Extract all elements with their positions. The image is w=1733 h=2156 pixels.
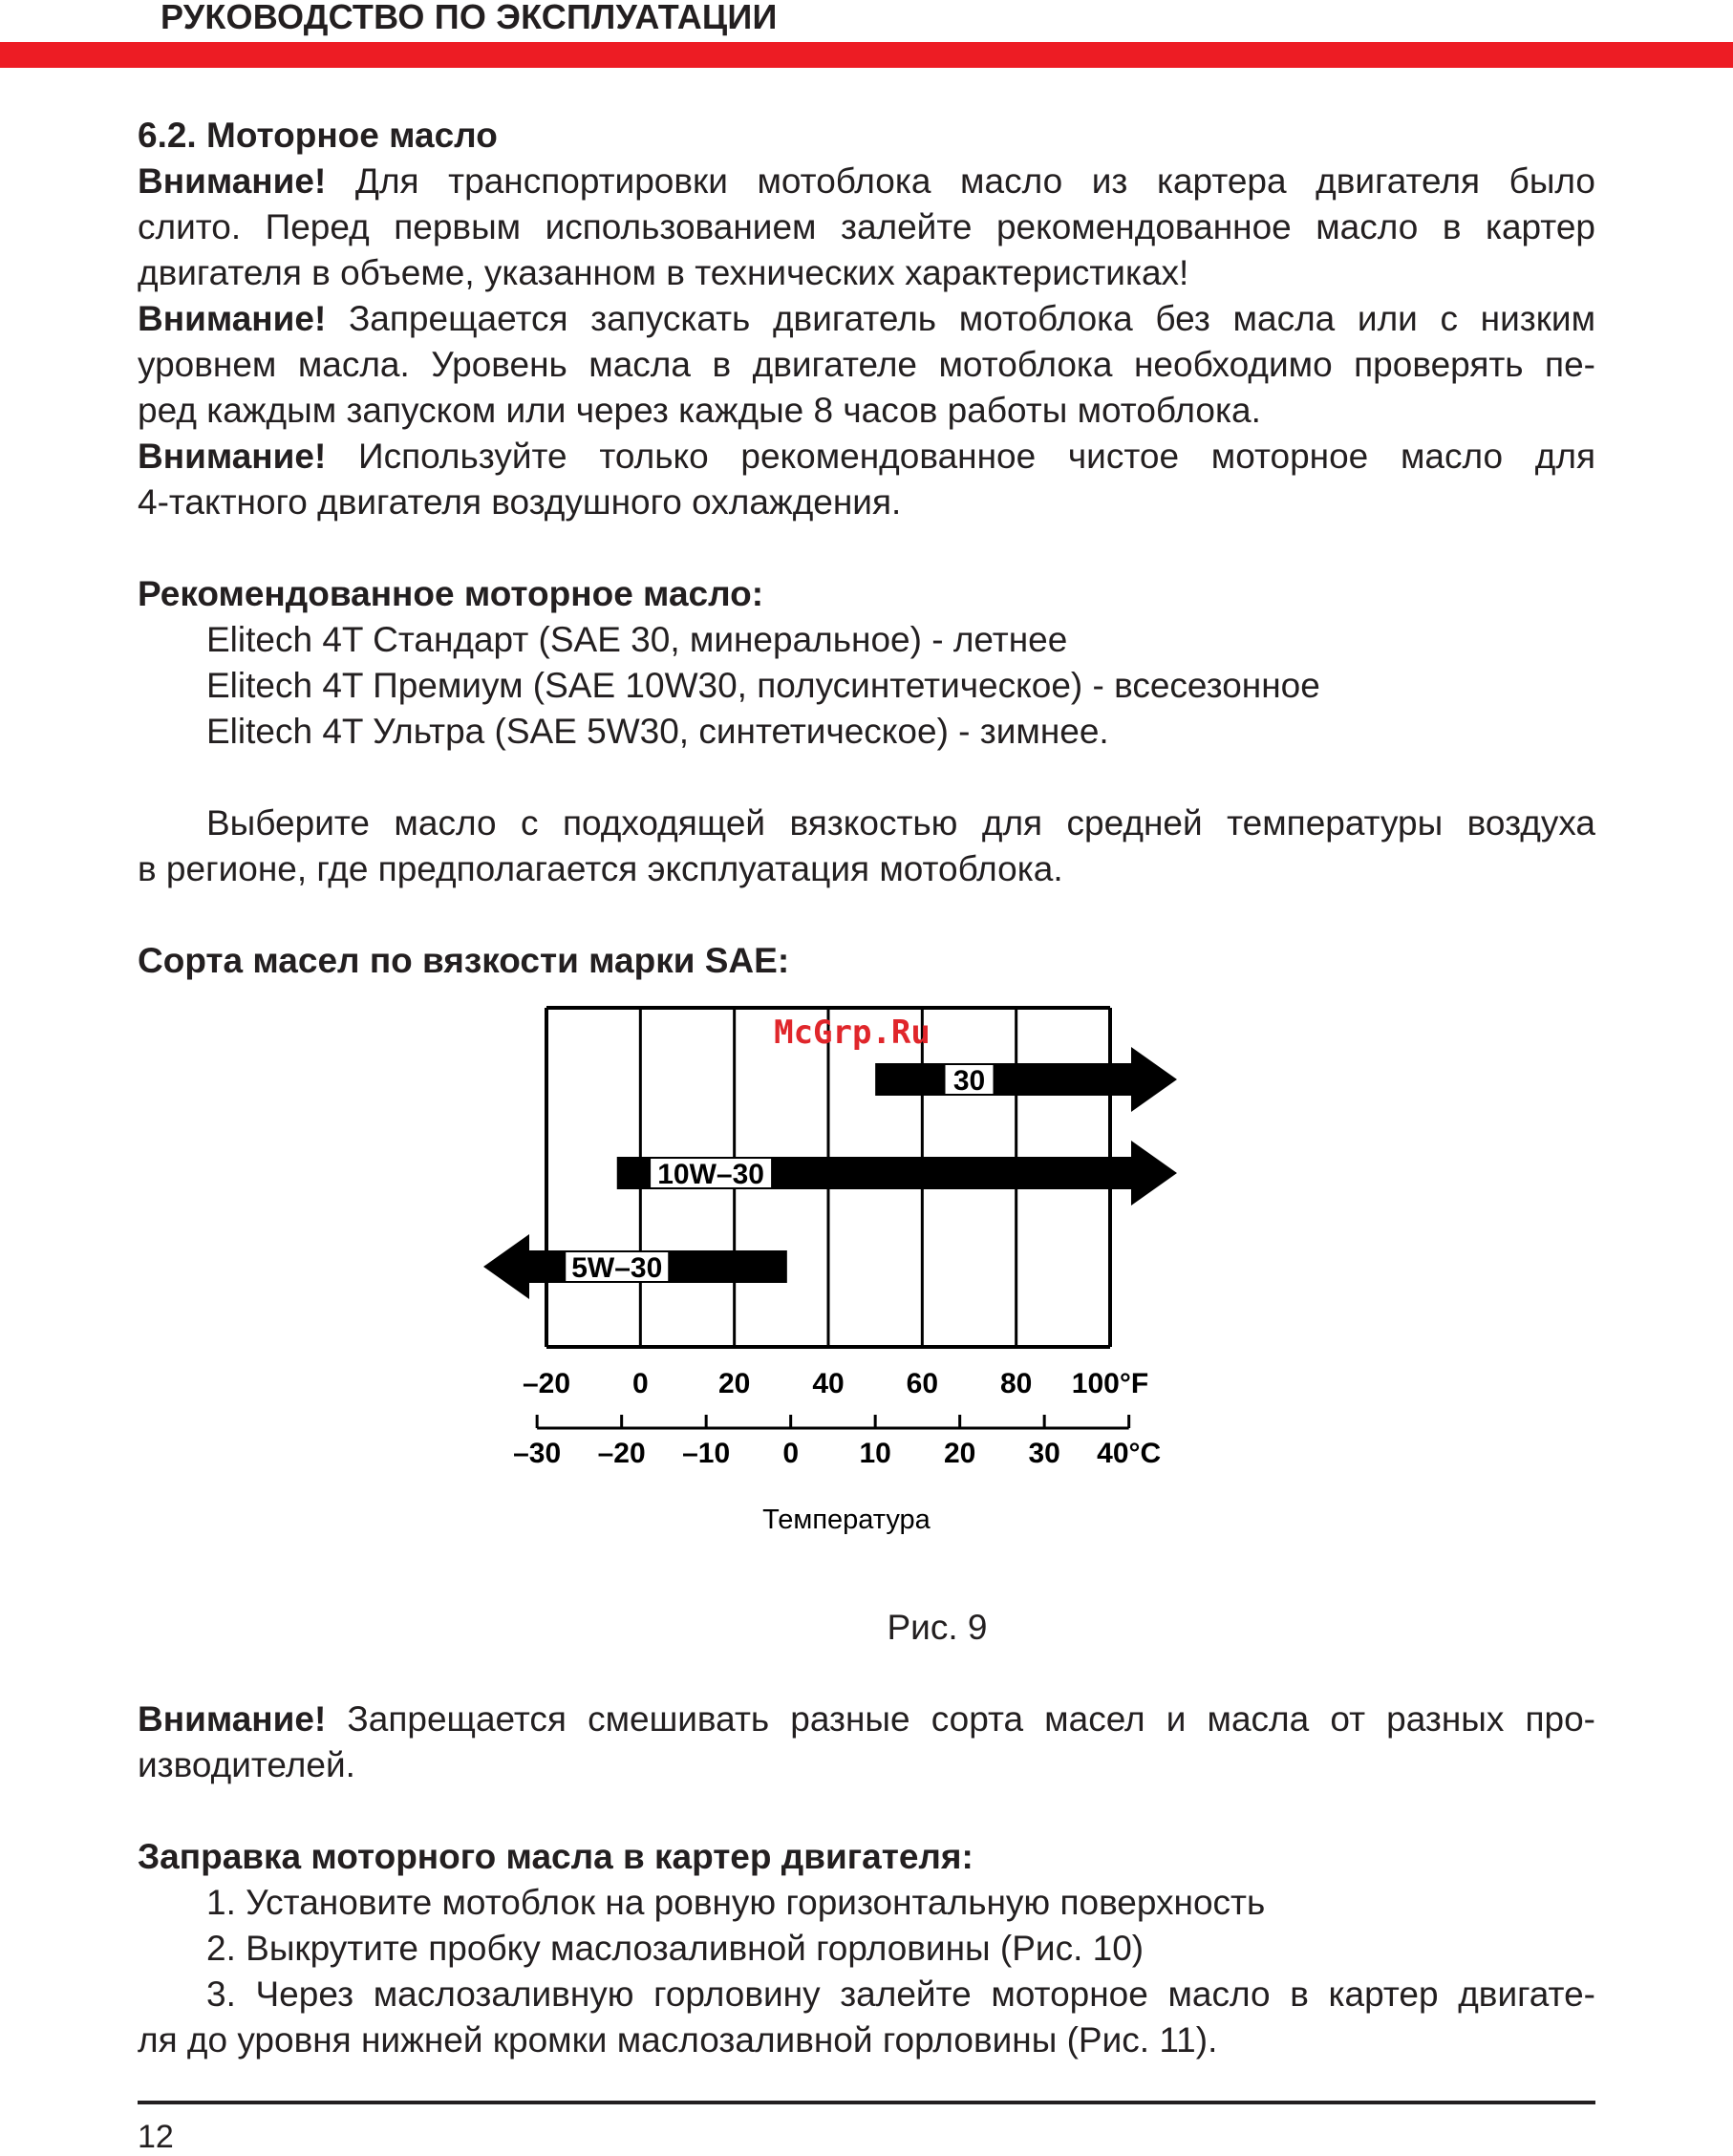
fahrenheit-tick-label: 100°F (1071, 1368, 1149, 1399)
oil-grade-label: 10W–30 (657, 1159, 764, 1190)
choose-line-1: Выберите масло с подходящей вязкостью для средней температуры воздуха (206, 803, 1595, 843)
warning-1-line-2: слито. Перед первым использованием залейте рекомендованное масло в картер (138, 207, 1595, 246)
mixing-warning-line-1 (138, 1697, 1595, 1742)
filling-step-3-line-1: 3. Через маслозаливную горловину залейте моторное масло в картер двигате- (206, 1975, 1595, 2014)
oil-grade-label: 30 (952, 1065, 986, 1097)
filling-step-3-line-2: ля до уровня нижней кромки маслозаливной горловины (Рис. 11). (138, 2020, 1218, 2060)
warning-text: Запрещается смешивать разные сорта масел и масла от разных про- (347, 1699, 1595, 1739)
fahrenheit-tick-label: 20 (717, 1368, 751, 1399)
document-header-title: РУКОВОДСТВО ПО ЭКСПЛУАТАЦИИ (160, 0, 778, 36)
footer-rule (138, 2101, 1595, 2104)
filling-step-2: 2. Выкрутите пробку маслозаливной горловины (Рис. 10) (206, 1929, 1145, 1968)
chart-svg (138, 1003, 1595, 1605)
recommended-item: Elitech 4T Ультра (SAE 5W30, синтетическое) - зимнее. (206, 712, 1109, 751)
celsius-tick-label: 0 (782, 1438, 800, 1469)
warning-label: Внимание! (138, 161, 327, 201)
warning-label: Внимание! (138, 437, 327, 476)
recommended-heading: Рекомендованное моторное масло: (138, 574, 764, 613)
figure-caption: Рис. 9 (887, 1608, 988, 1647)
warning-text: Для транспортировки мотоблока масло из картера двигателя было (354, 161, 1595, 201)
warning-2-line-3: ред каждым запуском или через каждые 8 часов работы мотоблока. (138, 391, 1261, 430)
section-heading: 6.2. Моторное масло (138, 116, 498, 155)
warning-3-line-1 (138, 434, 1595, 480)
watermark: McGrp.Ru (774, 1014, 931, 1052)
fahrenheit-tick-label: 80 (999, 1368, 1033, 1399)
warning-2-line-1 (138, 296, 1595, 342)
chart-axis-title: Температура (762, 1505, 931, 1535)
celsius-tick-label: 40°C (1097, 1438, 1162, 1469)
filling-step-1: 1. Установите мотоблок на ровную горизонтальную поверхность (206, 1883, 1266, 1922)
warning-label: Внимание! (138, 1699, 327, 1739)
celsius-tick-label: 10 (859, 1438, 891, 1469)
warning-1-line-1 (138, 159, 1595, 204)
page-number: 12 (138, 2119, 174, 2155)
filling-heading: Заправка моторного масла в картер двигателя: (138, 1837, 973, 1876)
fahrenheit-tick-label: –20 (522, 1368, 571, 1399)
recommended-item: Elitech 4T Премиум (SAE 10W30, полусинтетическое) - всесезонное (206, 666, 1320, 705)
warning-1-line-3: двигателя в объеме, указанном в технических характеристиках! (138, 253, 1189, 292)
celsius-tick-label: 20 (943, 1438, 976, 1469)
fahrenheit-tick-label: 40 (812, 1368, 845, 1399)
fahrenheit-tick-label: 60 (906, 1368, 939, 1399)
celsius-tick-label: –30 (513, 1438, 562, 1469)
sae-viscosity-chart (138, 1003, 1595, 1605)
warning-label: Внимание! (138, 299, 327, 338)
fahrenheit-tick-label: 0 (631, 1368, 649, 1399)
celsius-tick-label: –10 (682, 1438, 731, 1469)
warning-text: Запрещается запускать двигатель мотоблока без масла или с низким (348, 299, 1596, 338)
warning-3-line-2: 4-тактного двигателя воздушного охлаждения. (138, 482, 902, 522)
oil-grade-label: 5W–30 (571, 1252, 663, 1284)
warning-text: Используйте только рекомендованное чистое моторное масло для (358, 437, 1595, 476)
celsius-tick-label: 30 (1028, 1438, 1060, 1469)
mixing-warning-line-2: изводителей. (138, 1745, 355, 1784)
recommended-item: Elitech 4T Стандарт (SAE 30, минеральное) - летнее (206, 620, 1068, 659)
header-accent-bar (0, 42, 1733, 68)
page-content (138, 113, 1595, 2063)
celsius-tick-label: –20 (597, 1438, 646, 1469)
grades-heading: Сорта масел по вязкости марки SAE: (138, 941, 790, 980)
choose-line-2: в регионе, где предполагается эксплуатация мотоблока. (138, 849, 1063, 888)
oil-grade-bar (875, 1047, 1177, 1112)
warning-2-line-2: уровнем масла. Уровень масла в двигателе мотоблока необходимо проверять пе- (138, 345, 1595, 384)
